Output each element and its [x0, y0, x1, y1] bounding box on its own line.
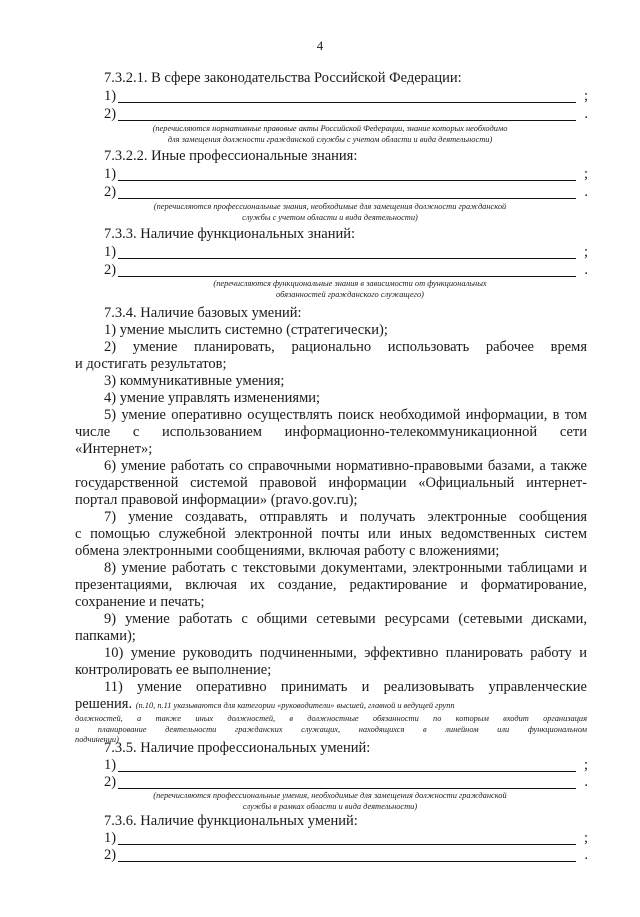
basic-skill-8-line2: презентациями, включая их создание, редактирование и форматирование, — [75, 577, 587, 593]
section-7321-note: (перечисляются нормативные правовые акты Российской Федерации, знание которых необходимо для замещения должности гражданской службы с учетом области и вида деятельности) — [152, 124, 508, 144]
section-7321-field-1[interactable]: 1) ; — [104, 88, 588, 104]
section-7322-note: (перечисляются профессиональные знания, необходимые для замещения должности гражданской службы с учетом области и вида деятельности) — [153, 202, 507, 222]
basic-skill-8-line3: сохранение и печать; — [75, 594, 205, 610]
basic-skill-3: 3) коммуникативные умения; — [104, 373, 285, 389]
section-733-title: 7.3.3. Наличие функциональных знаний: — [104, 226, 356, 242]
basic-skill-11-note: (п.10, п.11 указываются для категории «руководители» высшей, главной и ведущей групп — [135, 701, 455, 710]
section-7322-field-2[interactable]: 2) . — [104, 184, 588, 200]
basic-skill-6-line2: государственной системой правовой информации «Официальный интернет- — [75, 475, 587, 491]
basic-skill-7-line3: обмена электронными сообщениями, включая работу с вложениями; — [75, 543, 500, 559]
basic-skill-5-line2: числе с использованием информационно-телекоммуникационной сети — [75, 424, 587, 440]
basic-skill-4: 4) умение управлять изменениями; — [104, 390, 321, 406]
basic-skill-11-line1: 11) умение оперативно принимать и реализовывать управленческие — [104, 679, 587, 695]
section-735-note: (перечисляются профессиональные умения, необходимые для замещения должности гражданской службы в рамках области и вида деятельности) — [153, 791, 507, 811]
basic-skill-11-note-line4: подчинении) — [75, 735, 119, 744]
basic-skill-5-line3: «Интернет»; — [75, 441, 153, 457]
section-735-field-2[interactable]: 2) . — [104, 774, 588, 790]
section-7321-title: 7.3.2.1. В сфере законодательства Российской Федерации: — [104, 70, 462, 86]
basic-skill-2-line2: и достигать результатов; — [75, 356, 227, 372]
section-733-note: (перечисляются функциональные знания в зависимости от функциональных обязанностей гражданского служащего) — [213, 279, 487, 299]
section-735-field-1[interactable]: 1) ; — [104, 757, 588, 773]
basic-skill-11-note-line2: должностей, а также иных должностей, в должностные обязанности по которым входит организация — [75, 714, 587, 723]
basic-skill-6-line3: портал правовой информации» (pravo.gov.ru); — [75, 492, 358, 508]
basic-skill-7-line2: с помощью служебной электронной почты или иных ведомственных систем — [75, 526, 587, 542]
basic-skill-9-line2: папками); — [75, 628, 136, 644]
basic-skill-9-line1: 9) умение работать с общими сетевыми ресурсами (сетевыми дисками, — [104, 611, 587, 627]
section-7321-field-2[interactable]: 2) . — [104, 106, 588, 122]
basic-skill-11-line2: решения. (п.10, п.11 указываются для категории «руководители» высшей, главной и ведущей групп — [75, 696, 455, 712]
section-735-title: 7.3.5. Наличие профессиональных умений: — [104, 740, 371, 756]
section-736-field-2[interactable]: 2) . — [104, 847, 588, 863]
page-number: 4 — [316, 38, 324, 53]
section-7322-title: 7.3.2.2. Иные профессиональные знания: — [104, 148, 358, 164]
section-733-field-1[interactable]: 1) ; — [104, 244, 588, 260]
basic-skill-2-line1: 2) умение планировать, рационально использовать рабочее время — [104, 339, 587, 355]
basic-skill-8-line1: 8) умение работать с текстовыми документами, электронными таблицами и — [104, 560, 587, 576]
basic-skill-5-line1: 5) умение оперативно осуществлять поиск необходимой информации, в том — [104, 407, 587, 423]
basic-skill-1: 1) умение мыслить системно (стратегически); — [104, 322, 388, 338]
section-733-field-2[interactable]: 2) . — [104, 262, 588, 278]
basic-skill-7-line1: 7) умение создавать, отправлять и получать электронные сообщения — [104, 509, 587, 525]
section-734-title: 7.3.4. Наличие базовых умений: — [104, 305, 302, 321]
basic-skill-10-line1: 10) умение руководить подчиненными, эффективно планировать работу и — [104, 645, 587, 661]
basic-skill-6-line1: 6) умение работать со справочными нормативно-правовыми базами, а также — [104, 458, 587, 474]
section-7322-field-1[interactable]: 1) ; — [104, 166, 588, 182]
basic-skill-11-note-line3: и планирование деятельности гражданских служащих, находящихся в линейном или функциональном — [75, 725, 587, 734]
section-736-title: 7.3.6. Наличие функциональных умений: — [104, 813, 358, 829]
section-736-field-1[interactable]: 1) ; — [104, 830, 588, 846]
basic-skill-10-line2: контролировать ее выполнение; — [75, 662, 272, 678]
